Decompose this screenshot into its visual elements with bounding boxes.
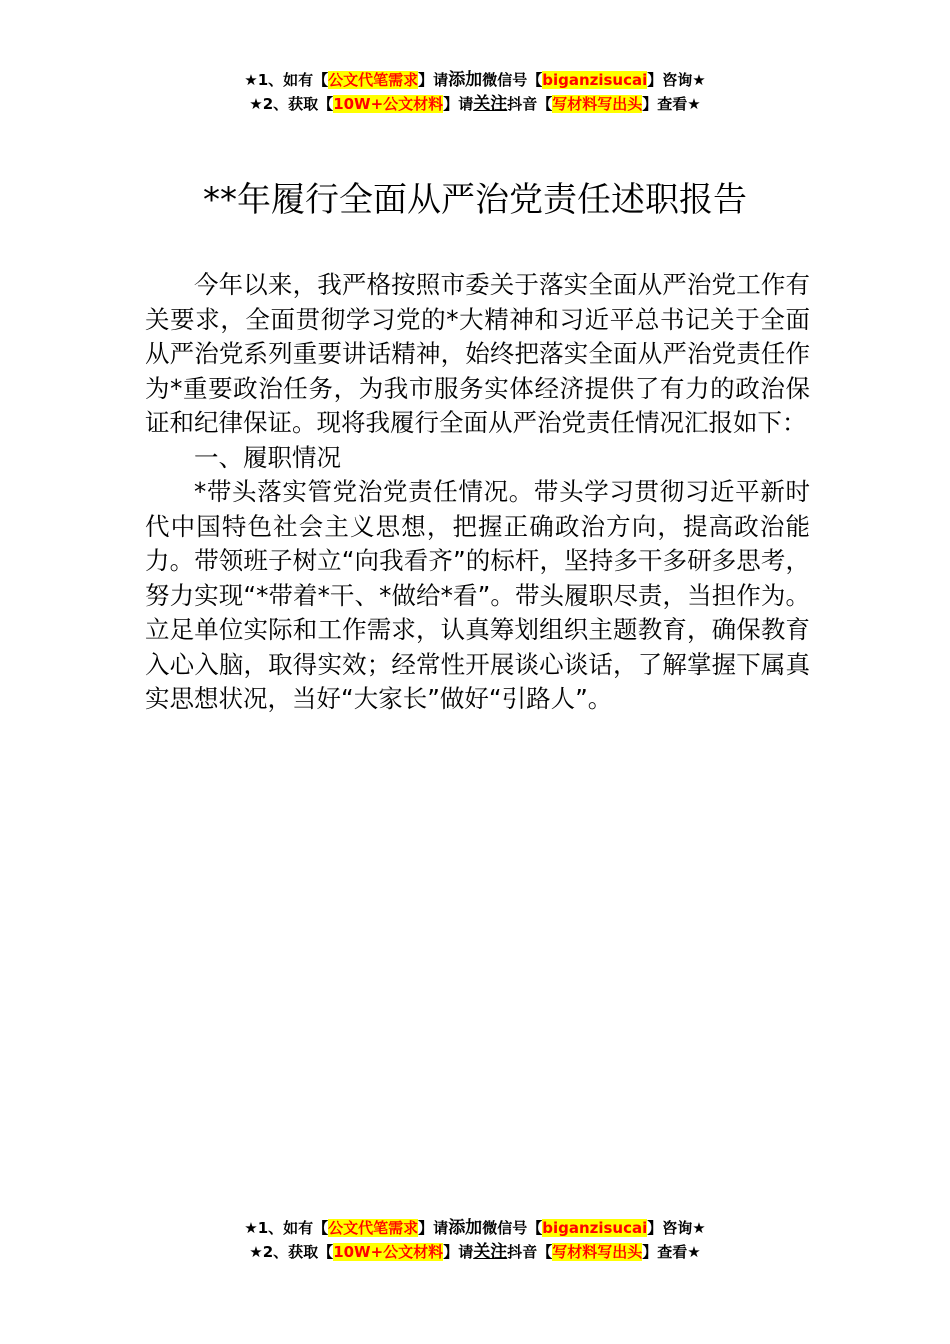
promo-footer xyxy=(0,1216,950,1264)
promo-wechat-id: biganzisucai xyxy=(542,1219,648,1237)
paragraph-duty: *带头落实管党治党责任情况。带头学习贯彻习近平新时代中国特色社会主义思想，把握正确政治方向，提高政治能力。带领班子树立“向我看齐”的标杆，坚持多干多研多思考，努力实现“*带着*干、*做给*看”。带头履职尽责，当担作为。立足单位实际和工作需求，认真筹划组织主题教育，确保教育入心入脑，取得实效；经常性开展谈心谈话，了解掌握下属真实思想状况，当好“大家长”做好“引路人”。 xyxy=(145,477,810,713)
document-body xyxy=(145,268,810,717)
paragraph-intro: 今年以来，我严格按照市委关于落实全面从严治党工作有关要求，全面贯彻学习党的*大精神和习近平总书记关于全面从严治党系列重要讲话精神，始终把落实全面从严治党责任作为*重要政治任务，为我市服务实体经济提供了有力的政治保证和纪律保证。现将我履行全面从严治党责任情况汇报如下： xyxy=(145,270,810,437)
promo-douyin-id: 写材料写出头 xyxy=(552,1243,643,1261)
document-title: **年履行全面从严治党责任述职报告 xyxy=(203,180,747,220)
promo-douyin-id: 写材料写出头 xyxy=(552,95,643,113)
promo-highlight: 10W+公文材料 xyxy=(333,95,444,113)
promo-line-1: ★1、如有【公文代笔需求】请添加微信号【biganzisucai】咨询★ xyxy=(244,70,706,90)
promo-header xyxy=(0,68,950,116)
promo-highlight: 公文代笔需求 xyxy=(328,71,419,89)
promo-wechat-id: biganzisucai xyxy=(542,71,648,89)
promo-highlight: 公文代笔需求 xyxy=(328,1219,419,1237)
promo-line-2: ★2、获取【10W+公文材料】请关注抖音【写材料写出头】查看★ xyxy=(249,94,701,114)
promo-highlight: 10W+公文材料 xyxy=(333,1243,444,1261)
promo-line-1: ★1、如有【公文代笔需求】请添加微信号【biganzisucai】咨询★ xyxy=(244,1218,706,1238)
section-heading: 一、履职情况 xyxy=(194,442,341,472)
promo-line-2: ★2、获取【10W+公文材料】请关注抖音【写材料写出头】查看★ xyxy=(249,1242,701,1262)
